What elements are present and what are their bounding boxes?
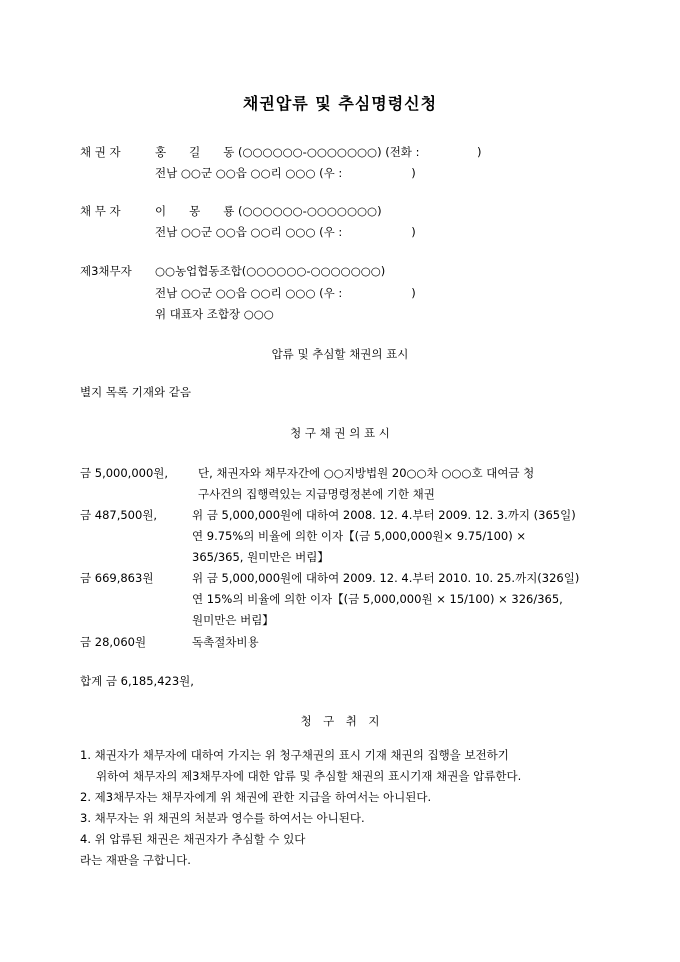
claim-line: 연 9.75%의 비율에 의한 이자【(금 5,000,000원× 9.75/100) × xyxy=(192,529,527,543)
claim-amount: 금 5,000,000원, xyxy=(80,466,169,480)
claim-line: 365/365, 원미만은 버림】 xyxy=(192,550,329,564)
claim-line: 독촉절차비용 xyxy=(192,635,259,649)
purpose-item: 4. 위 압류된 채권은 채권자가 추심할 수 있다 xyxy=(80,832,306,846)
claim-line: 단, 채권자와 채무자간에 ○○지방법원 20○○차 ○○○호 대여금 청 xyxy=(198,466,535,480)
seized-claim-text: 별지 목록 기재와 같음 xyxy=(80,385,191,399)
third-debtor-name-line: ○○농업협동조합(○○○○○○-○○○○○○○) xyxy=(155,264,386,278)
seized-claim-heading: 압류 및 추심할 채권의 표시 xyxy=(271,347,409,361)
purpose-heading: 청 구 취 지 xyxy=(300,714,380,728)
debtor-address: 전남 ○○군 ○○읍 ○○리 ○○○ (우 : ) xyxy=(155,225,416,239)
third-debtor-address: 전남 ○○군 ○○읍 ○○리 ○○○ (우 : ) xyxy=(155,286,416,300)
purpose-item: 1. 채권자가 채무자에 대하여 가지는 위 청구채권의 표시 기재 채권의 집행을 보전하기 xyxy=(80,748,509,762)
purpose-item: 3. 채무자는 위 채권의 처분과 영수를 하여서는 아니된다. xyxy=(80,811,365,825)
claim-amount: 금 487,500원, xyxy=(80,508,158,522)
purpose-item-continued: 위하여 채무자의 제3채무자에 대한 압류 및 추심할 채권의 표시기재 채권을 압류한다. xyxy=(96,769,522,783)
claim-total: 합계 금 6,185,423원, xyxy=(80,674,194,688)
claim-heading: 청 구 채 권 의 표 시 xyxy=(290,426,390,440)
purpose-item: 2. 제3채무자는 채무자에게 위 채권에 관한 지급을 하여서는 아니된다. xyxy=(80,790,432,804)
debtor-name-line: 이 몽 룡 (○○○○○○-○○○○○○○) xyxy=(155,204,382,218)
creditor-address: 전남 ○○군 ○○읍 ○○리 ○○○ (우 : ) xyxy=(155,166,416,180)
claim-line: 구사건의 집행력있는 지급명령정본에 기한 채권 xyxy=(198,487,435,501)
claim-line: 위 금 5,000,000원에 대하여 2008. 12. 4.부터 2009. 12. 3.까지 (365일) xyxy=(192,508,576,522)
creditor-name-line: 홍 길 동 (○○○○○○-○○○○○○○) (전화 : ) xyxy=(155,145,482,159)
claim-amount: 금 28,060원 xyxy=(80,635,147,649)
creditor-label: 채 권 자 xyxy=(80,145,121,159)
claim-line: 위 금 5,000,000원에 대하여 2009. 12. 4.부터 2010. 10. 25.까지(326일) xyxy=(192,571,580,585)
claim-line: 원미만은 버림】 xyxy=(192,613,274,627)
closing-text: 라는 재판을 구합니다. xyxy=(80,853,191,867)
third-debtor-label: 제3채무자 xyxy=(80,264,132,278)
third-debtor-representative: 위 대표자 조합장 ○○○ xyxy=(155,307,274,321)
claim-amount: 금 669,863원 xyxy=(80,571,154,585)
document-title: 채권압류 및 추심명령신청 xyxy=(242,94,438,113)
debtor-label: 채 무 자 xyxy=(80,204,121,218)
claim-line: 연 15%의 비율에 의한 이자【(금 5,000,000원 × 15/100) × 326/365, xyxy=(192,592,563,606)
